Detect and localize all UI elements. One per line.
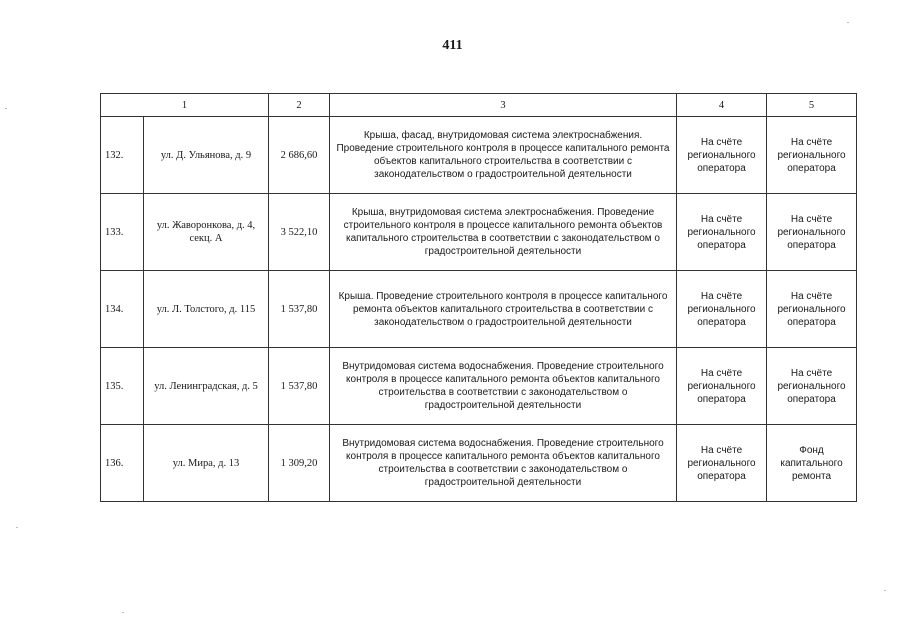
repair-registry-table	[100, 93, 857, 502]
table-row	[101, 425, 857, 502]
header-row	[101, 94, 857, 117]
row-area: 1 537,80	[269, 348, 330, 425]
row-works: Крыша, внутридомовая система электроснабжения. Проведение строительного контроля в процессе капитального ремонта объектов капитального строительства в соответствии с законодательством о градостроительной деятельности	[330, 194, 677, 271]
scan-speck	[884, 590, 886, 591]
table-row	[101, 117, 857, 194]
row-number: 136.	[101, 425, 144, 502]
row-area: 3 522,10	[269, 194, 330, 271]
row-address: ул. Жаворонкова, д. 4, секц. А	[144, 194, 269, 271]
row-col4: На счёте регионального оператора	[677, 117, 767, 194]
row-area: 1 537,80	[269, 271, 330, 348]
scan-speck	[122, 612, 124, 613]
table-row	[101, 348, 857, 425]
table-row	[101, 194, 857, 271]
header-col-5: 5	[767, 94, 857, 117]
row-col4: На счёте регионального оператора	[677, 348, 767, 425]
row-col5: На счёте регионального оператора	[767, 194, 857, 271]
scan-speck	[16, 527, 18, 528]
row-number: 135.	[101, 348, 144, 425]
row-col5: На счёте регионального оператора	[767, 348, 857, 425]
table-row	[101, 271, 857, 348]
row-col5: На счёте регионального оператора	[767, 117, 857, 194]
row-works: Крыша, фасад, внутридомовая система электроснабжения. Проведение строительного контроля в процессе капитального ремонта объектов капитального строительства в соответствии с законодательством о градостроительной деятельности	[330, 117, 677, 194]
row-address: ул. Д. Ульянова, д. 9	[144, 117, 269, 194]
row-address: ул. Ленинградская, д. 5	[144, 348, 269, 425]
header-col-3: 3	[330, 94, 677, 117]
header-col-1: 1	[101, 94, 269, 117]
row-area: 2 686,60	[269, 117, 330, 194]
table-body	[101, 117, 857, 502]
table-header	[101, 94, 857, 117]
row-address: ул. Мира, д. 13	[144, 425, 269, 502]
row-number: 133.	[101, 194, 144, 271]
row-col5: На счёте регионального оператора	[767, 271, 857, 348]
row-number: 134.	[101, 271, 144, 348]
scan-speck	[5, 108, 7, 109]
row-col4: На счёте регионального оператора	[677, 271, 767, 348]
header-col-4: 4	[677, 94, 767, 117]
page-number: 411	[442, 38, 463, 53]
header-col-2: 2	[269, 94, 330, 117]
row-col4: На счёте регионального оператора	[677, 194, 767, 271]
row-works: Внутридомовая система водоснабжения. Проведение строительного контроля в процессе капитального ремонта объектов капитального строительства в соответствии с законодательством о градостроительной деятельности	[330, 348, 677, 425]
row-works: Крыша. Проведение строительного контроля в процессе капитального ремонта объектов капитального строительства в соответствии с законодательством о градостроительной деятельности	[330, 271, 677, 348]
row-col5: Фонд капитального ремонта	[767, 425, 857, 502]
row-address: ул. Л. Толстого, д. 115	[144, 271, 269, 348]
row-number: 132.	[101, 117, 144, 194]
scan-speck	[847, 22, 849, 23]
row-area: 1 309,20	[269, 425, 330, 502]
row-col4: На счёте регионального оператора	[677, 425, 767, 502]
row-works: Внутридомовая система водоснабжения. Проведение строительного контроля в процессе капитального ремонта объектов капитального строительства в соответствии с законодательством о градостроительной деятельности	[330, 425, 677, 502]
